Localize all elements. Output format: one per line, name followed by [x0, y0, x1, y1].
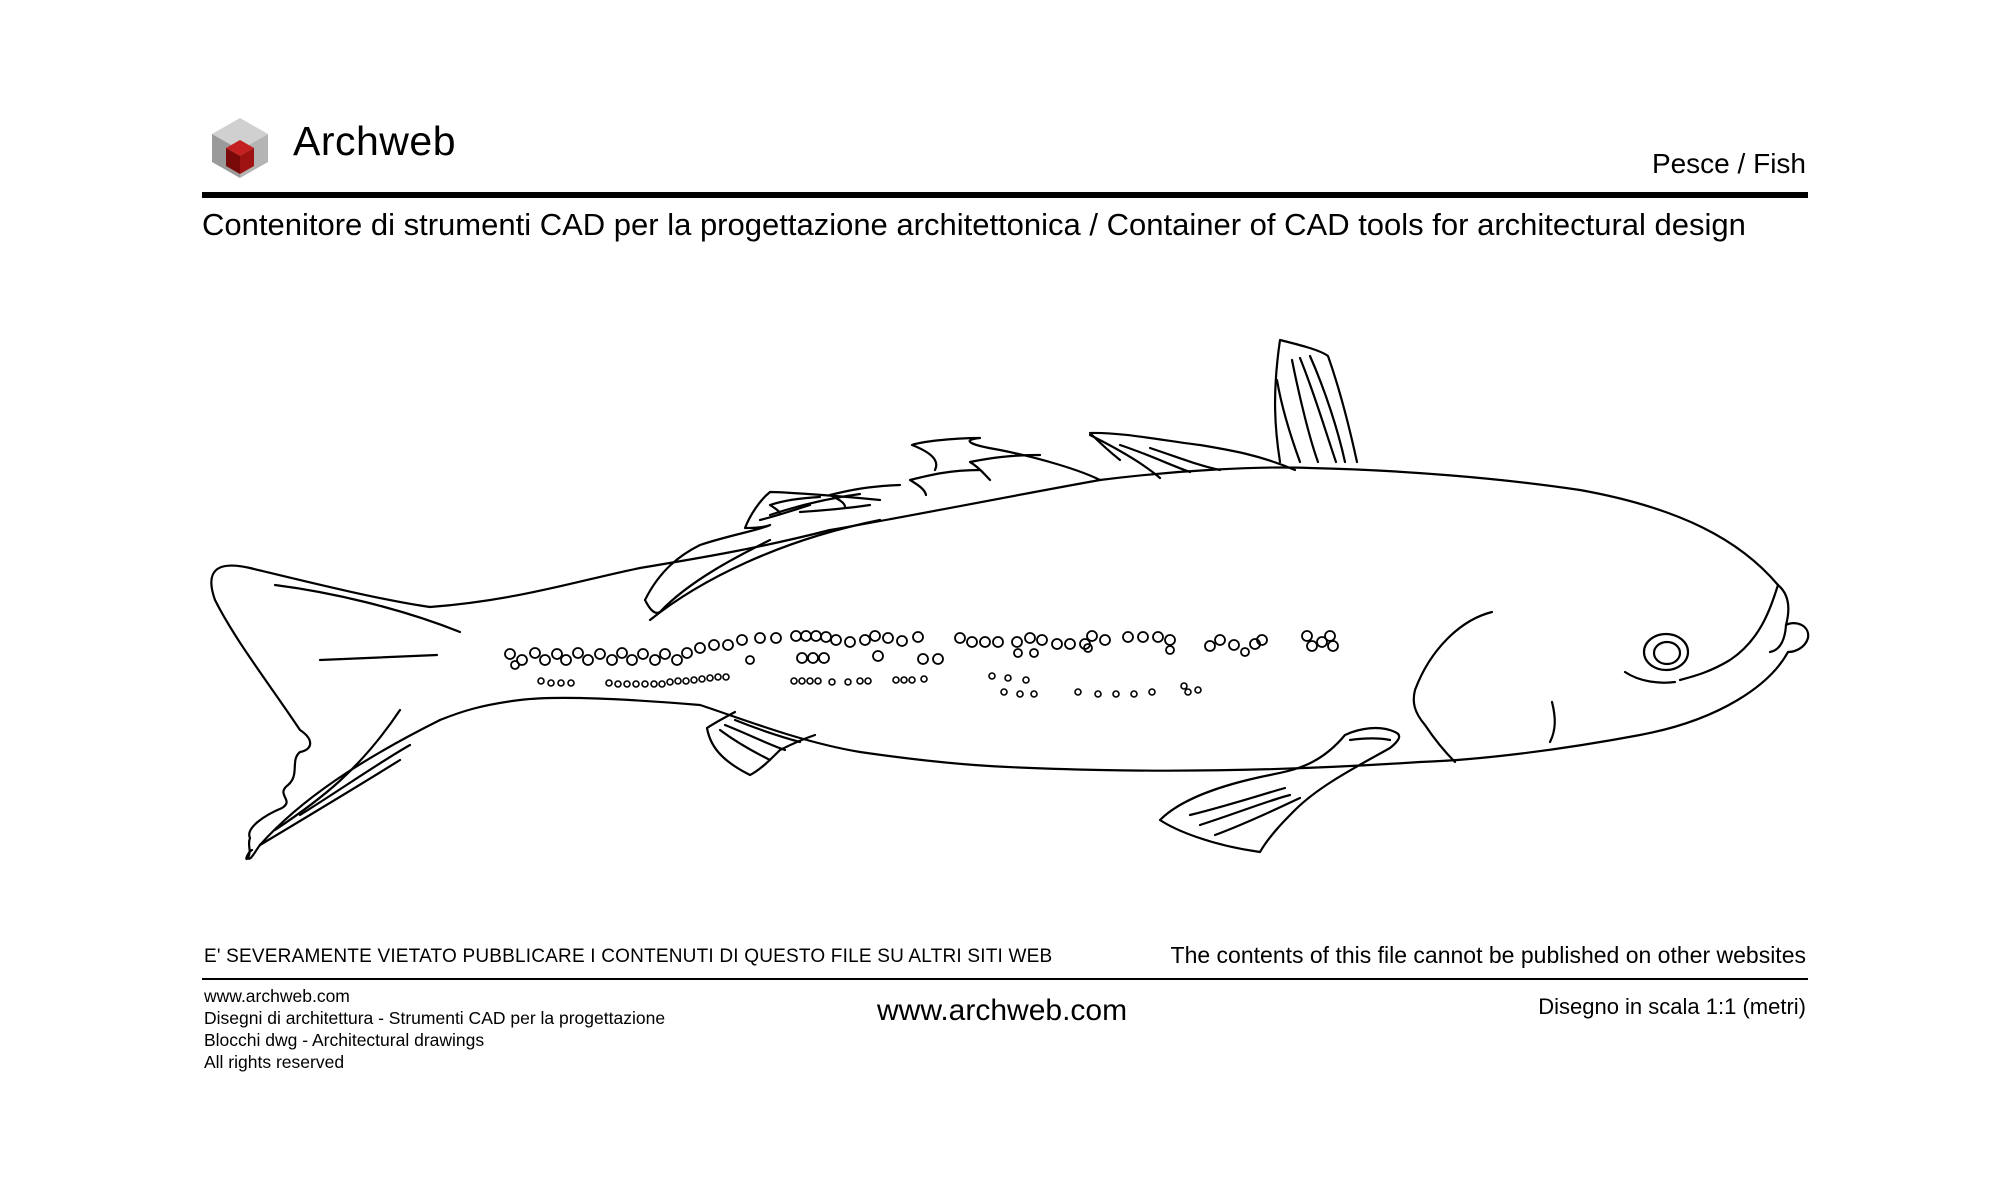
- eye-inner: [1654, 642, 1680, 664]
- fish-tail: [211, 566, 440, 859]
- tagline: Contenitore di strumenti CAD per la progettazione architettonica / Container of CAD tools for architectural design: [202, 207, 1746, 242]
- fin-ray: [800, 505, 870, 512]
- dorsal-fin-rear: [645, 492, 880, 613]
- footer-line-description: Disegni di architettura - Strumenti CAD per la progettazione: [204, 1008, 666, 1028]
- fin-ray: [735, 720, 800, 742]
- anal-fin: [707, 712, 815, 775]
- lateral-spots-lower: [538, 673, 1201, 697]
- fish-lip: [1770, 625, 1786, 652]
- spiny-dorsal-fin: [970, 455, 1040, 480]
- drawing-scale: Disegno in scala 1:1 (metri): [1538, 994, 1806, 1019]
- tail-ray: [275, 585, 460, 632]
- notice-italian: E' SEVERAMENTE VIETATO PUBBLICARE I CONTENUTI DI QUESTO FILE SU ALTRI SITI WEB: [204, 946, 1053, 967]
- gill-line: [1550, 702, 1555, 742]
- fish-snout: [1420, 585, 1808, 762]
- footer-line-blocks: Blocchi dwg - Architectural drawings: [204, 1030, 485, 1050]
- footer-divider: [202, 978, 1808, 980]
- fin-ray: [1292, 360, 1318, 462]
- footer-line-website: www.archweb.com: [204, 986, 350, 1006]
- eye-brow: [1625, 672, 1675, 683]
- fish-belly-outline: [440, 698, 1420, 771]
- fin-ray: [1350, 739, 1390, 741]
- tail-ray: [300, 745, 410, 815]
- fin-ray: [1277, 380, 1300, 462]
- fin-ray: [1310, 356, 1345, 462]
- notice-english: The contents of this file cannot be published on other websites: [1170, 942, 1806, 968]
- drawing-title: Pesce / Fish: [1651, 148, 1806, 179]
- tail-ray: [320, 655, 437, 660]
- fin-ray: [1150, 448, 1220, 470]
- back-line: [650, 520, 880, 620]
- spiny-dorsal-fin: [910, 470, 980, 495]
- footer-url: www.archweb.com: [877, 994, 1128, 1027]
- lateral-spots: [505, 631, 1338, 669]
- gill-cover: [1414, 612, 1492, 762]
- tail-ray: [260, 760, 400, 845]
- brand-name: Archweb: [293, 118, 457, 164]
- fish-back-outline: [430, 468, 1778, 608]
- fish-mouth: [1680, 585, 1778, 680]
- footer-line-rights: All rights reserved: [204, 1052, 345, 1072]
